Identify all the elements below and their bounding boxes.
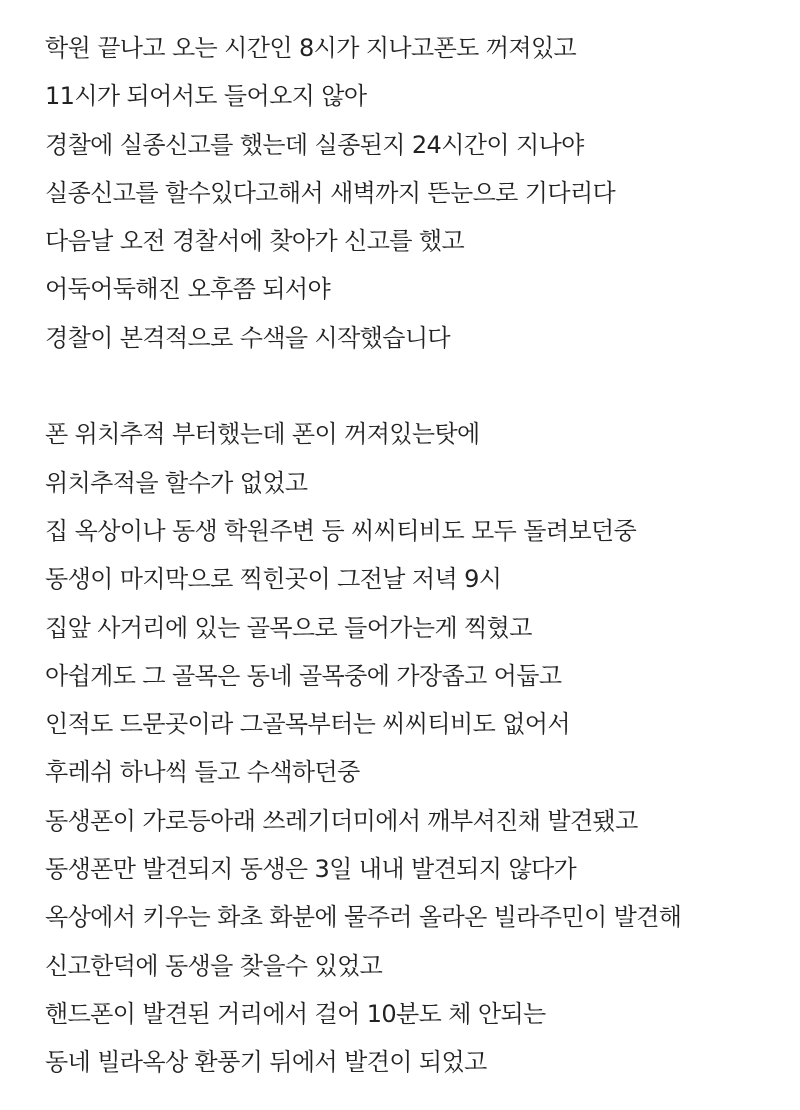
text-line: 경찰이 본격적으로 수색을 시작했습니다 [45,323,451,352]
text-line: 실종신고를 할수있다고해서 새벽까지 뜬눈으로 기다리다 [45,178,616,207]
text-line: 위치추적을 할수가 없었고 [45,468,308,497]
text-line: 집 옥상이나 동생 학원주변 등 씨씨티비도 모두 돌려보던중 [45,516,637,545]
text-line: 경찰에 실종신고를 했는데 실종된지 24시간이 지나야 [45,130,584,159]
text-line: 동생이 마지막으로 찍힌곳이 그전날 저녁 9시 [45,565,502,594]
text-line: 동네 빌라옥상 환풍기 뒤에서 발견이 되었고 [45,1048,487,1077]
text-line: 옥상에서 키우는 화초 화분에 물주러 올라온 빌라주민이 발견해 [45,903,682,932]
text-line: 동생폰이 가로등아래 쓰레기더미에서 깨부셔진채 발견됐고 [45,806,638,835]
paragraph-2 [45,410,785,1086]
text-line: 후레쉬 하나씩 들고 수색하던중 [45,758,360,787]
text-line: 아쉽게도 그 골목은 동네 골목중에 가장좁고 어둡고 [45,661,562,690]
text-line: 폰 위치추적 부터했는데 폰이 꺼져있는탓에 [45,420,480,449]
text-line: 학원 끝나고 오는 시간인 8시가 지나고폰도 꺼져있고 [45,34,577,62]
paragraph-spacer [45,362,785,410]
text-line: 11시가 되어서도 들어오지 않아 [45,82,367,111]
text-line: 인적도 드문곳이라 그골목부터는 씨씨티비도 없어서 [45,710,570,739]
text-line: 어둑어둑해진 오후쯤 되서야 [45,275,331,304]
text-line: 핸드폰이 발견된 거리에서 걸어 10분도 체 안되는 [45,999,546,1028]
text-line: 다음날 오전 경찰서에 찾아가 신고를 했고 [45,227,465,256]
paragraph-1 [45,24,785,362]
document-body [45,24,785,1087]
text-line: 신고한덕에 동생을 찾을수 있었고 [45,951,383,980]
text-line: 동생폰만 발견되지 동생은 3일 내내 발견되지 않다가 [45,855,577,884]
text-line: 집앞 사거리에 있는 골목으로 들어가는게 찍혔고 [45,613,532,642]
